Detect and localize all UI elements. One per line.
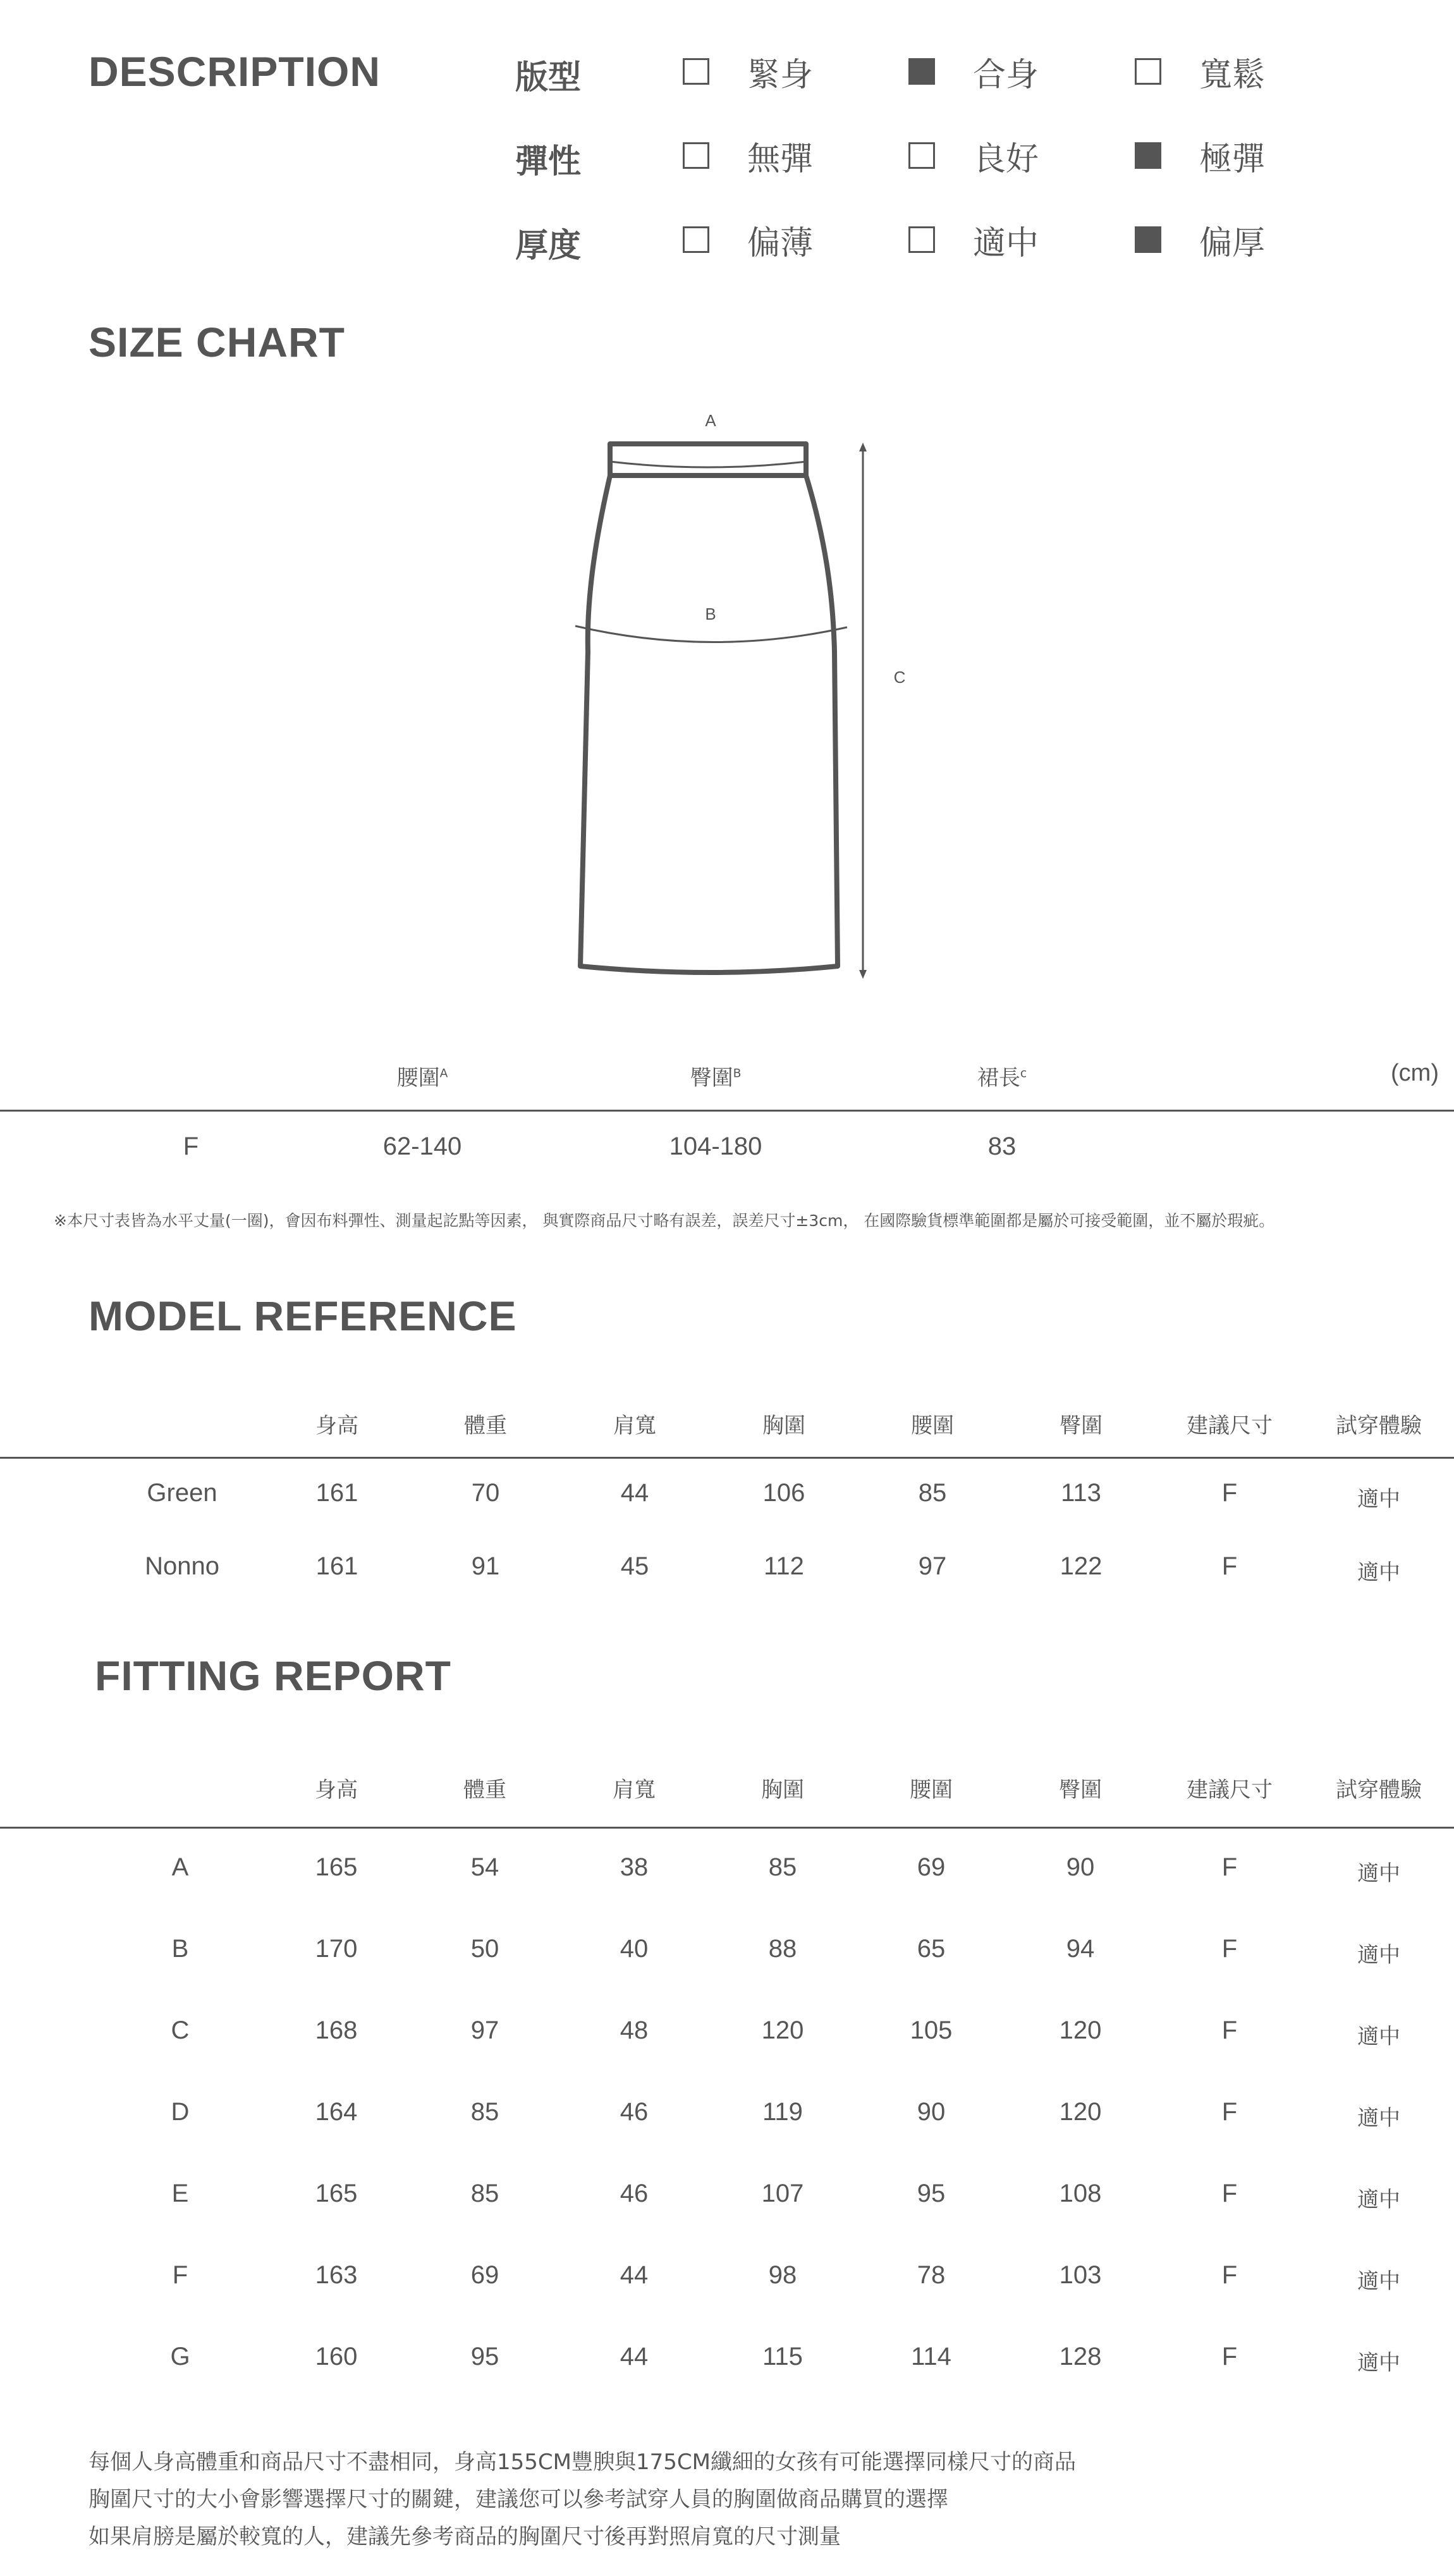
header-hip: 臀圍$^B$ (690, 1065, 742, 1091)
size-cell: F (183, 1132, 199, 1160)
header-weight: 體重 (464, 1413, 507, 1438)
table-cell: 38 (620, 1853, 649, 1881)
table-cell: 85 (470, 2098, 499, 2126)
table-cell: 40 (620, 1935, 649, 1963)
table-cell: 46 (620, 2180, 649, 2207)
header-hip: 臀圍 (1059, 1777, 1102, 1803)
table-cell: 97 (470, 2016, 499, 2044)
option-label: 無彈 (747, 140, 814, 178)
diagram-label-c: C (893, 668, 906, 687)
elasticity-label: 彈性 (515, 143, 582, 181)
table-cell: F (1221, 2016, 1238, 2044)
option-label: 偏薄 (747, 224, 814, 262)
option-thick[interactable] (1135, 221, 1266, 262)
table-cell: 115 (762, 2343, 803, 2371)
table-cell: 85 (470, 2180, 499, 2207)
table-cell: 165 (315, 1853, 358, 1881)
header-waist: 腰圍$^A$ (396, 1065, 448, 1091)
tester-name: G (170, 2343, 190, 2371)
table-cell: 113 (1061, 1479, 1101, 1507)
header-shoulder: 肩寬 (613, 1777, 656, 1803)
table-cell: 69 (470, 2261, 499, 2289)
option-label: 偏厚 (1199, 224, 1266, 262)
table-cell: 164 (315, 2098, 358, 2126)
arrow-down-icon (859, 970, 867, 979)
table-cell: 161 (315, 1479, 358, 1507)
model-name: Nonno (145, 1552, 219, 1580)
table-cell: 114 (911, 2343, 951, 2371)
table-cell: 50 (470, 1935, 499, 1963)
table-cell: 適中 (1357, 1861, 1400, 1886)
table-cell: 107 (761, 2180, 804, 2207)
checkbox-unchecked-icon[interactable] (908, 142, 935, 169)
table-cell: 120 (1059, 2016, 1102, 2044)
table-cell: F (1221, 1853, 1238, 1881)
option-no-stretch[interactable] (683, 137, 814, 178)
table-cell: 163 (315, 2261, 358, 2289)
table-cell: 45 (620, 1552, 649, 1580)
table-cell: 122 (1060, 1552, 1103, 1580)
table-cell: 128 (1059, 2343, 1102, 2371)
header-shoulder: 肩寬 (613, 1413, 656, 1438)
header-height: 身高 (315, 1413, 358, 1438)
table-cell: 90 (1066, 1853, 1095, 1881)
table-rule (0, 1457, 1454, 1459)
table-cell: 161 (315, 1552, 358, 1580)
footer-line: 每個人身高體重和商品尺寸不盡相同，身高155CM豐腴與175CM纖細的女孩有可能選擇同樣尺寸的商品 (89, 2450, 1076, 2475)
option-fitted[interactable] (908, 52, 1039, 94)
table-cell: 44 (620, 2261, 649, 2289)
header-hip: 臀圍 (1060, 1413, 1103, 1438)
footer-line: 胸圍尺寸的大小會影響選擇尺寸的關鍵，建議您可以參考試穿人員的胸圍做商品購買的選擇 (89, 2487, 948, 2512)
option-label: 適中 (973, 224, 1039, 262)
table-cell: F (1221, 1552, 1238, 1580)
table-cell: F (1221, 2261, 1238, 2289)
table-cell: F (1221, 1479, 1238, 1507)
checkbox-unchecked-icon[interactable] (683, 58, 709, 85)
tester-name: E (171, 2180, 189, 2207)
table-cell: 97 (918, 1552, 947, 1580)
size-note: ※本尺寸表皆為水平丈量(一圈)，會因布料彈性、測量起訖點等因素， 與實際商品尺寸略有誤差，誤差尺寸±3cm， 在國際驗貨標準範圍都是屬於可接受範圍，並不屬於瑕疵。 (54, 1211, 1275, 1230)
table-cell: F (1221, 2180, 1238, 2207)
option-label: 緊身 (747, 56, 814, 94)
table-cell: 適中 (1357, 2024, 1400, 2049)
table-cell: F (1221, 2098, 1238, 2126)
option-loose[interactable] (1135, 52, 1266, 94)
skirt-outline-shape (580, 475, 838, 972)
table-cell: 70 (471, 1479, 500, 1507)
table-cell: 適中 (1357, 1942, 1400, 1968)
model-reference-title: MODEL REFERENCE (89, 1292, 517, 1339)
checkbox-unchecked-icon[interactable] (1135, 58, 1161, 85)
table-cell: 46 (620, 2098, 649, 2126)
table-cell: 94 (1066, 1935, 1095, 1963)
skirt-diagram (556, 398, 948, 993)
checkbox-unchecked-icon[interactable] (683, 142, 709, 169)
hip-cell: 104-180 (669, 1132, 762, 1160)
table-rule (0, 1827, 1454, 1829)
header-suggested-size: 建議尺寸 (1187, 1413, 1273, 1438)
table-cell: 112 (764, 1552, 804, 1580)
waist-measure-line (610, 462, 806, 467)
model-name: Green (147, 1479, 217, 1507)
fit-label: 版型 (515, 59, 582, 97)
table-cell: 44 (620, 2343, 649, 2371)
option-label: 良好 (973, 140, 1039, 178)
table-cell: 適中 (1357, 2187, 1400, 2212)
option-label: 合身 (973, 56, 1039, 94)
table-cell: 44 (620, 1479, 649, 1507)
table-cell: 119 (762, 2098, 803, 2126)
table-cell: 160 (315, 2343, 358, 2371)
option-thin[interactable] (683, 221, 814, 262)
header-waist: 腰圍 (911, 1413, 954, 1438)
table-cell: 適中 (1357, 1487, 1400, 1512)
table-cell: 85 (918, 1479, 947, 1507)
table-cell: 120 (761, 2016, 804, 2044)
checkbox-checked-icon[interactable] (1135, 226, 1161, 253)
checkbox-checked-icon[interactable] (1135, 142, 1161, 169)
option-label: 極彈 (1199, 140, 1266, 178)
table-cell: 95 (917, 2180, 946, 2207)
table-cell: 170 (315, 1935, 358, 1963)
footer-line: 如果肩膀是屬於較寬的人，建議先參考商品的胸圍尺寸後再對照肩寬的尺寸測量 (89, 2524, 841, 2549)
table-cell: 168 (315, 2016, 358, 2044)
table-cell: 90 (917, 2098, 946, 2126)
header-fit-experience: 試穿體驗 (1336, 1777, 1422, 1803)
description-title: DESCRIPTION (89, 48, 381, 95)
length-cell: 83 (987, 1132, 1017, 1160)
waist-cell: 62-140 (382, 1132, 462, 1160)
table-cell: 105 (910, 2016, 953, 2044)
hip-measure-line (575, 626, 847, 642)
table-cell: 65 (917, 1935, 946, 1963)
table-cell: 98 (768, 2261, 797, 2289)
table-cell: 106 (762, 1479, 805, 1507)
table-cell: 適中 (1357, 2350, 1400, 2376)
fitting-report-title: FITTING REPORT (95, 1652, 451, 1699)
option-good-stretch[interactable] (908, 137, 1039, 178)
table-cell: 103 (1059, 2261, 1102, 2289)
header-length: 裙長$^c$ (977, 1065, 1027, 1091)
table-cell: 適中 (1357, 2106, 1400, 2131)
tester-name: D (171, 2098, 190, 2126)
header-waist: 腰圍 (910, 1777, 953, 1803)
table-cell: 適中 (1357, 1560, 1400, 1585)
table-cell: 91 (471, 1552, 500, 1580)
header-weight: 體重 (463, 1777, 506, 1803)
tester-name: F (172, 2261, 188, 2289)
header-chest: 胸圍 (762, 1413, 805, 1438)
table-cell: F (1221, 2343, 1238, 2371)
thickness-label: 厚度 (515, 227, 582, 265)
table-rule (0, 1110, 1454, 1112)
table-cell: 95 (470, 2343, 499, 2371)
tester-name: C (171, 2016, 190, 2044)
option-medium[interactable] (908, 221, 1039, 262)
table-cell: 78 (917, 2261, 946, 2289)
table-cell: 165 (315, 2180, 358, 2207)
checkbox-checked-icon[interactable] (908, 58, 935, 85)
size-chart-title: SIZE CHART (89, 319, 345, 365)
table-cell: 69 (917, 1853, 946, 1881)
table-cell: F (1221, 1935, 1238, 1963)
diagram-label-a: A (705, 411, 716, 430)
header-suggested-size: 建議尺寸 (1187, 1777, 1273, 1803)
arrow-up-icon (859, 443, 867, 451)
diagram-label-b: B (705, 604, 716, 623)
waistband-shape (610, 444, 806, 475)
header-chest: 胸圍 (761, 1777, 804, 1803)
option-high-stretch[interactable] (1135, 137, 1266, 178)
table-cell: 88 (768, 1935, 797, 1963)
option-label: 寬鬆 (1199, 56, 1266, 94)
tester-name: B (171, 1935, 189, 1963)
checkbox-unchecked-icon[interactable] (683, 226, 709, 253)
table-cell: 108 (1059, 2180, 1102, 2207)
checkbox-unchecked-icon[interactable] (908, 226, 935, 253)
table-cell: 適中 (1357, 2269, 1400, 2294)
table-cell: 120 (1059, 2098, 1102, 2126)
option-tight[interactable] (683, 52, 814, 94)
table-cell: 85 (768, 1853, 797, 1881)
header-fit-experience: 試穿體驗 (1336, 1413, 1422, 1438)
table-cell: 48 (620, 2016, 649, 2044)
tester-name: A (171, 1853, 189, 1881)
header-height: 身高 (315, 1777, 358, 1803)
table-cell: 54 (470, 1853, 499, 1881)
unit-label: (cm) (1391, 1060, 1439, 1086)
